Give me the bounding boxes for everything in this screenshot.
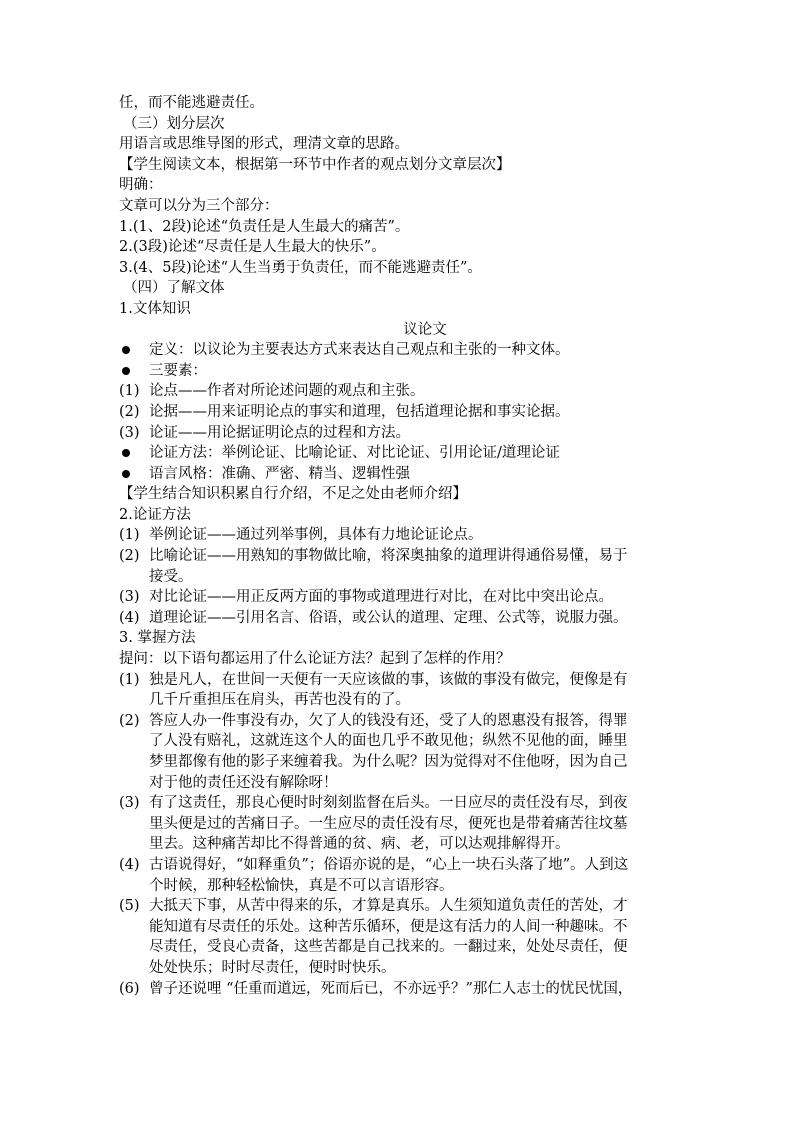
item-number: (3) [119, 424, 140, 441]
numbered-item [119, 381, 679, 402]
item-number: (2) [119, 712, 140, 729]
quote-item [119, 979, 679, 1000]
quote-text: 里头便是过的苦痛日子。一生应尽的责任没有尽，便死也是带着痛苦往坟墓 [149, 815, 628, 832]
question-prompt: 提问：以下语句都运用了什么论证方法？起到了怎样的作用？ [119, 651, 511, 668]
list-item: 3.(4、5段)论述“人生当勇于负责任，而不能逃避责任”。 [119, 259, 482, 276]
bullet-item [119, 361, 679, 382]
bullet-item [119, 464, 679, 485]
quote-text: 里去。这种痛苦却比不得普通的贫、病、老，可以达观排解得开。 [149, 836, 570, 853]
quote-text: 几千斤重担压在肩头，再苦也没有的了。 [149, 692, 410, 709]
item-number: (3) [119, 795, 140, 812]
numbered-item [119, 525, 679, 546]
center-title: 议论文 [403, 321, 447, 338]
bullet-icon [122, 470, 130, 478]
subsection-heading: 1.文体知识 [119, 300, 191, 317]
quote-item [119, 711, 679, 793]
item-text: 道理论证——引用名言、俗语，或公认的道理、定理、公式等，说服力强。 [149, 609, 628, 626]
item-number: (3) [119, 589, 140, 606]
quote-text: 答应人办一件事没有办，欠了人的钱没有还，受了人的恩惠没有报答，得罪 [149, 712, 628, 729]
item-text: 比喻论证——用熟知的事物做比喻，将深奥抽象的道理讲得通俗易懂，易于 [149, 548, 628, 565]
paragraph-line: 文章可以分为三个部分： [119, 197, 279, 214]
bullet-text: 语言风格：准确、严密、精当、逻辑性强 [149, 465, 410, 482]
bullet-item [119, 340, 679, 361]
numbered-item [119, 423, 679, 444]
item-text: 论据——用来证明论点的事实和道理，包括道理论据和事实论据。 [149, 403, 570, 420]
item-number: (6) [119, 980, 140, 997]
item-number: (2) [119, 548, 140, 565]
bullet-icon [122, 367, 130, 375]
bullet-icon [122, 346, 130, 354]
subsection-heading: 3. 掌握方法 [119, 630, 196, 647]
item-number: (4) [119, 609, 140, 626]
item-number: (1) [119, 671, 140, 688]
quote-item [119, 793, 679, 855]
quote-text: 大抵天下事，从苦中得来的乐，才算是真乐。人生须知道负责任的苦处，才 [149, 898, 628, 915]
quote-text: 曾子还说哩 “任重而道远，死而后已，不亦远乎？”那仁人志士的忧民忧国， [149, 980, 633, 997]
item-text: 举例论证——通过列举事例，具体有力地论证论点。 [149, 527, 483, 544]
list-item: 2.(3段)论述“尽责任是人生最大的快乐”。 [119, 239, 386, 256]
activity-note: 【学生阅读文本，根据第一环节中作者的观点划分文章层次】 [119, 156, 511, 173]
item-text: 论点——作者对所论述问题的观点和主张。 [149, 383, 425, 400]
section-heading: （三）划分层次 [123, 115, 225, 132]
subsection-heading: 2.论证方法 [119, 506, 191, 523]
quote-item [119, 855, 679, 896]
numbered-item [119, 587, 679, 608]
quote-text: 尽责任，受良心责备，这些苦都是自己找来的。一翻过来，处处尽责任，便 [149, 939, 628, 956]
item-number: (2) [119, 403, 140, 420]
item-text: 论证——用论据证明论点的过程和方法。 [149, 424, 410, 441]
quote-text: 能知道有尽责任的乐处。这种苦乐循环，便是这有活力的人间一种趣味。不 [149, 918, 628, 935]
item-number: (1) [119, 527, 140, 544]
bullet-item [119, 443, 679, 464]
quote-item [119, 670, 679, 711]
quote-text: 有了这责任，那良心便时时刻刻监督在后头。一日应尽的责任没有尽，到夜 [149, 795, 628, 812]
bullet-text: 定义：以议论为主要表达方式来表达自己观点和主张的一种文体。 [149, 342, 570, 359]
activity-note: 【学生结合知识积累自行介绍，不足之处由老师介绍】 [119, 486, 467, 503]
section-heading: （四）了解文体 [123, 280, 225, 297]
paragraph-line: 明确： [119, 177, 163, 194]
quote-text: 了人没有赔礼，这就连这个人的面也几乎不敢见他；纵然不见他的面，睡里 [149, 733, 628, 750]
paragraph-line: 任，而不能逃避责任。 [119, 95, 264, 111]
item-text: 对比论证——用正反两方面的事物或道理进行对比，在对比中突出论点。 [149, 589, 613, 606]
list-item: 1.(1、2段)论述“负责任是人生最大的痛苦”。 [119, 218, 410, 235]
quote-text: 古语说得好，“如释重负”；俗语亦说的是，“心上一块石头落了地”。人到这 [149, 856, 629, 873]
quote-text: 对于他的责任还没有解除呀！ [149, 774, 338, 791]
numbered-item [119, 546, 679, 587]
item-number: (4) [119, 856, 140, 873]
item-number: (1) [119, 383, 140, 400]
quote-text: 独是凡人，在世间一天便有一天应该做的事，该做的事没有做完，便像是有 [149, 671, 628, 688]
quote-text: 梦里都像有他的影子来缠着我。为什么呢？因为觉得对不住他呀，因为自己 [149, 754, 628, 770]
bullet-text: 三要素： [149, 362, 207, 379]
numbered-item [119, 402, 679, 423]
quote-text: 处处快乐；时时尽责任，便时时快乐。 [149, 959, 396, 976]
quote-text: 个时候，那种轻松愉快，真是不可以言语形容。 [149, 877, 454, 894]
document-body [119, 93, 679, 999]
numbered-item [119, 608, 679, 629]
bullet-icon [122, 449, 130, 457]
quote-item [119, 896, 679, 978]
item-text: 接受。 [149, 568, 193, 585]
item-number: (5) [119, 898, 140, 915]
paragraph-line: 用语言或思维导图的形式，理清文章的思路。 [119, 136, 409, 153]
bullet-text: 论证方法：举例论证、比喻论证、对比论证、引用论证/道理论证 [149, 445, 560, 462]
